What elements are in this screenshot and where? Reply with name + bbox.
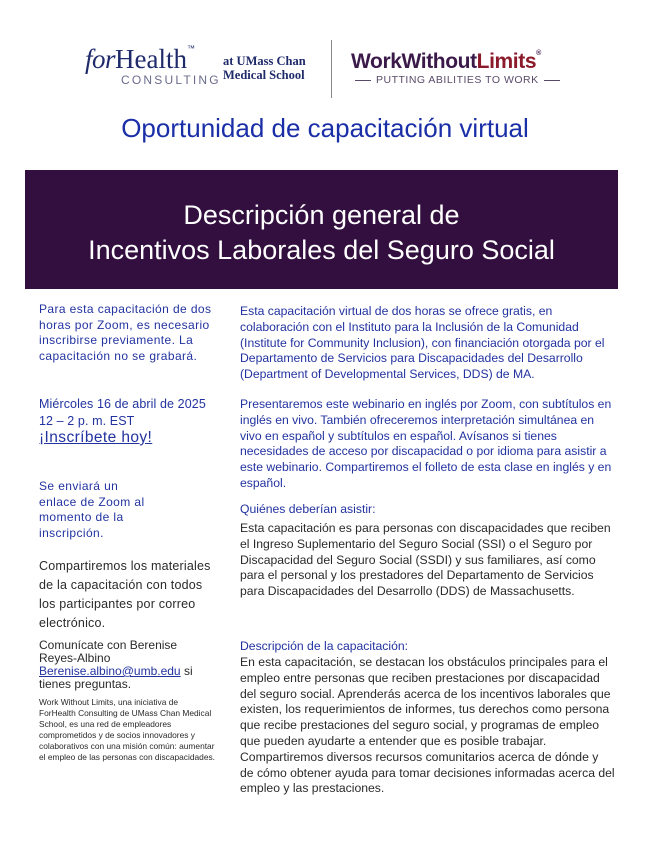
forhealth-logo-health: Health	[115, 44, 187, 74]
tagline-dash-right	[544, 80, 560, 81]
wwl-tagline-text: PUTTING ABILITIES TO WORK	[376, 74, 539, 86]
intro-paragraph: Esta capacitación virtual de dos horas se ofrece gratis, en colaboración con el Instituto para la Inclusión de la Comunidad (Institute for Community Inclusion), con financiación otorgada por el Departamento de Servicios para Discapacidades del Desarrollo (Department of Developmental Services, DDS) de MA.	[240, 304, 605, 382]
banner-line-2: Incentivos Laborales del Seguro Social	[88, 235, 555, 265]
forhealth-logo	[85, 44, 220, 87]
banner-line-1: Descripción general de	[183, 200, 460, 230]
forhealth-logo-for: for	[85, 44, 116, 74]
who-should-attend-paragraph: Esta capacitación es para personas con discapacidades que reciben el Ingreso Suplementario del Seguro Social (SSI) o el Seguro por Discapacidad del Seguro Social (SSDI) y sus familiares, así como para el personal y los prestadores del Departamento de Servicios para Discapacidades del Desarrollo (DDS) de Massachusetts.	[240, 521, 611, 599]
event-date-time: 12 – 2 p. m. EST	[39, 414, 135, 428]
zoom-link-note: Se enviará un enlace de Zoom al momento de la inscripción.	[39, 479, 145, 540]
registration-intro: Para esta capacitación de dos horas por Zoom, es necesario inscribirse previamente. La capacitación no se grabará.	[39, 302, 212, 363]
umass-affiliation	[223, 54, 306, 82]
event-date	[39, 396, 221, 430]
register-link[interactable]: ¡Inscríbete hoy!	[39, 429, 153, 446]
contact-prefix: Comunícate con Berenise Reyes-Albino	[39, 638, 178, 665]
wwl-logo-work: Work	[351, 50, 402, 73]
page-title: Oportunidad de capacitación virtual	[121, 113, 529, 143]
logo-divider	[331, 40, 332, 98]
wwl-tagline	[355, 74, 560, 86]
contact-email-link[interactable]: Berenise.albino@umb.edu	[39, 664, 181, 678]
tagline-dash-left	[355, 80, 371, 81]
training-description-heading: Descripción de la capacitación:	[240, 639, 409, 653]
contact-suffix: si tienes preguntas.	[39, 664, 193, 691]
wwl-logo-without: Without	[401, 50, 477, 73]
title-banner	[25, 170, 618, 289]
wwl-logo-tm: ®	[536, 50, 541, 57]
wwl-description: Work Without Limits, una iniciativa de ForHealth Consulting de UMass Chan Medical School, es una red de empleadores comprometidos y de socios innovadores y colaborativos con una misión común: aumentar el empleo de las personas con discapacidades.	[39, 697, 215, 763]
wwl-logo-limits: Limits	[476, 50, 537, 73]
umass-line-1: at UMass Chan	[223, 54, 306, 68]
training-description-paragraph: En esta capacitación, se destacan los obstáculos principales para el empleo entre personas que reciben prestaciones por discapacidad del seguro social. Aprenderás acerca de los incentivos laborales que existen, los requerimientos de informes, tus derechos como persona que recibe prestaciones del seguro social, y programas de empleo que pueden ayudarte a entender que es posible trabajar. Compartiremos diversos recursos comunitarios acerca de dónde y de cómo obtener ayuda para tomar decisiones informadas acerca del empleo y las prestaciones.	[240, 655, 615, 796]
work-without-limits-logo	[351, 50, 541, 74]
forhealth-logo-consulting: CONSULTING	[121, 73, 221, 87]
who-should-attend-heading: Quiénes deberían asistir:	[240, 502, 376, 516]
umass-line-2: Medical School	[223, 68, 305, 82]
contact-info	[39, 639, 215, 691]
language-paragraph: Presentaremos este webinario en inglés por Zoom, con subtítulos en inglés en vivo. También ofreceremos interpretación simultánea en vivo en español y subtítulos en español. Avísanos si tienes necesidades de acceso por discapacidad o por idioma para asistir a este webinario. Compartiremos el folleto de esta clase en inglés y en español.	[240, 397, 612, 490]
forhealth-logo-tm: ™	[187, 44, 195, 53]
materials-note: Compartiremos los materiales de la capacitación con todos los participantes por correo electrónico.	[39, 559, 211, 630]
event-date-day: Miércoles 16 de abril de 2025	[39, 397, 206, 411]
